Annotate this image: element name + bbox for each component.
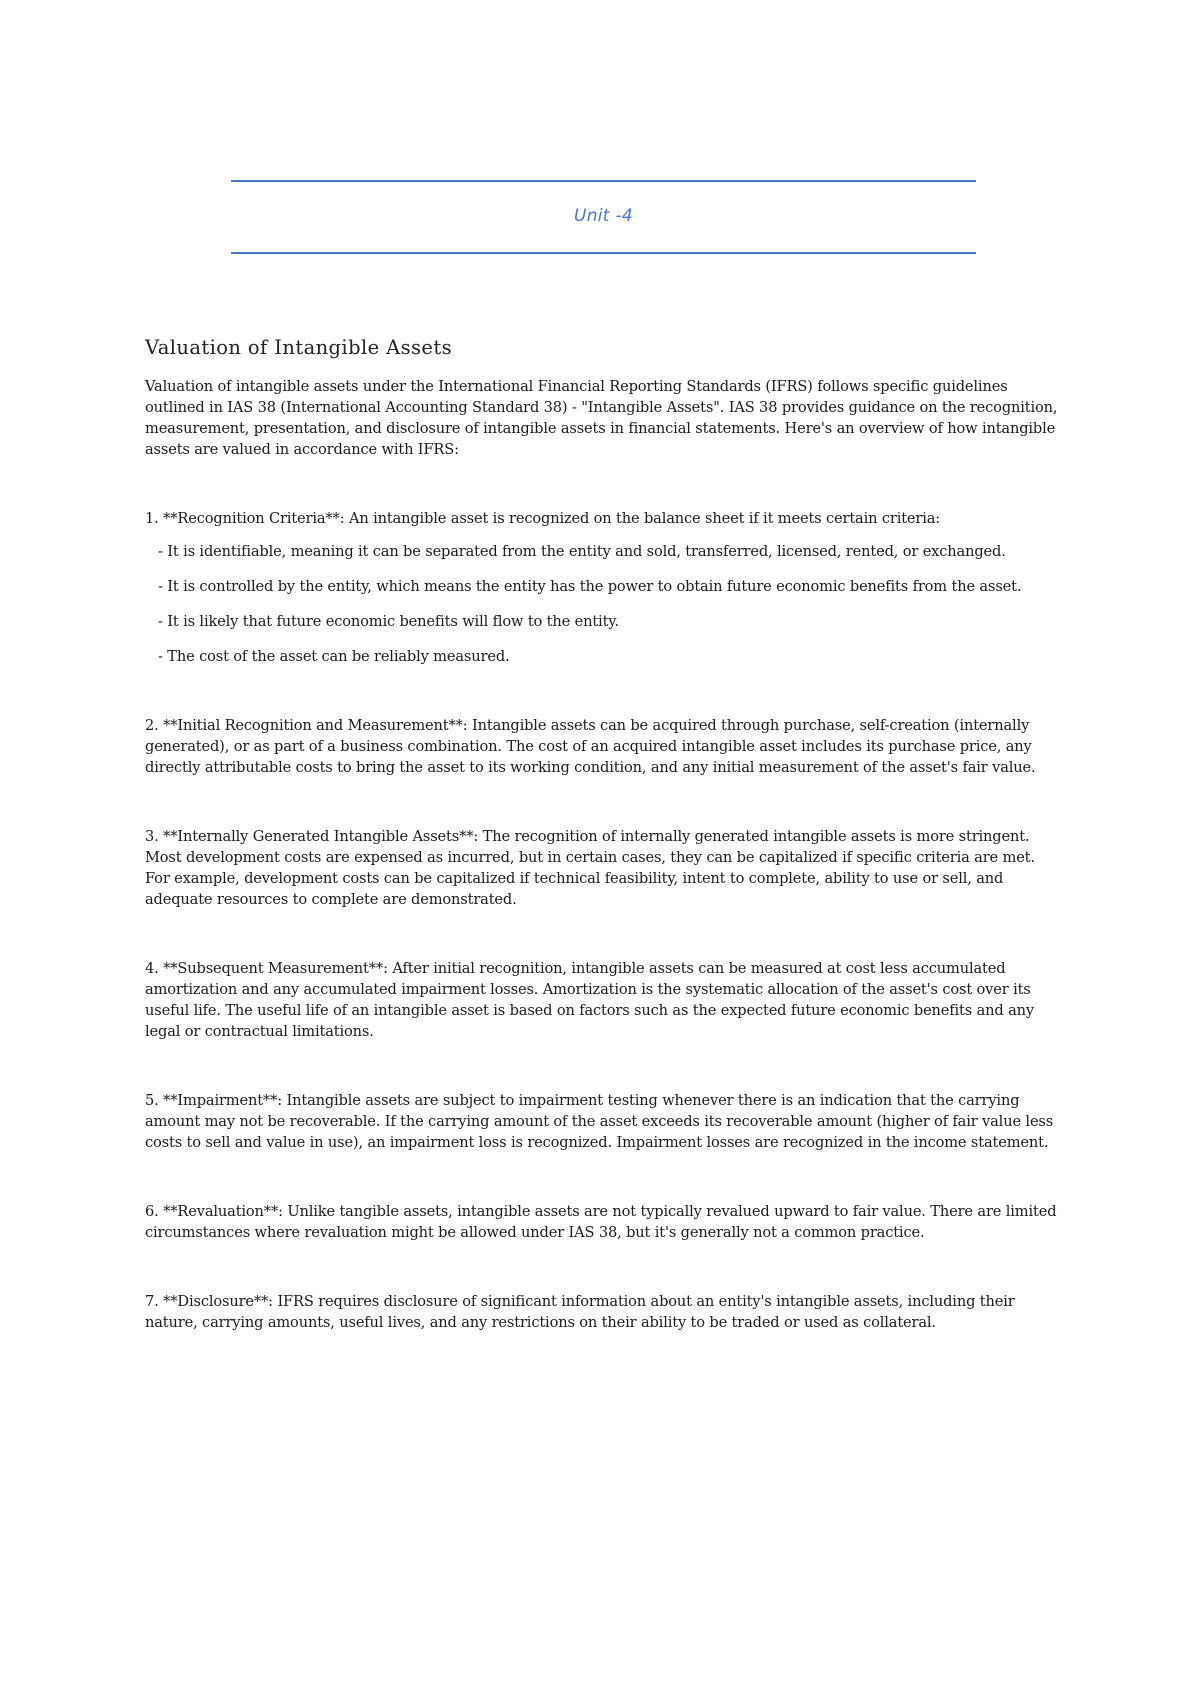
criterion-future-benefits: - It is likely that future economic benefits will flow to the entity. [158, 613, 619, 630]
intro-paragraph: Valuation of intangible assets under the International Financial Reporting Standards (IFRS) follows specific guidelines outlined in IAS 38 (International Accounting Standard 38) - "Intangible Assets". IAS 38 provides guidance on the recognition, measurement, presentation, and disclosure of intangible assets in financial statements. Here's an overview of how intangible assets are valued in accordance with IFRS: [145, 378, 1058, 458]
section-recognition-criteria: 1. **Recognition Criteria**: An intangible asset is recognized on the balance sheet if it meets certain criteria: [145, 510, 941, 527]
criterion-reliable-cost: - The cost of the asset can be reliably measured. [158, 648, 510, 665]
page-header [231, 180, 976, 254]
unit-label: Unit -4 [573, 206, 634, 226]
document-body [145, 336, 1060, 1381]
criterion-controlled: - It is controlled by the entity, which means the entity has the power to obtain future economic benefits from the asset. [158, 578, 1022, 595]
header-top-rule [231, 180, 976, 182]
header-bottom-rule [231, 252, 976, 254]
section-subsequent-measurement: 4. **Subsequent Measurement**: After initial recognition, intangible assets can be measured at cost less accumulated amortization and any accumulated impairment losses. Amortization is the systematic allocation of the asset's cost over its useful life. The useful life of an intangible asset is based on factors such as the expected future economic benefits and any legal or contractual limitations. [145, 960, 1034, 1040]
section-internally-generated: 3. **Internally Generated Intangible Assets**: The recognition of internally generated intangible assets is more stringent. Most development costs are expensed as incurred, but in certain cases, they can be capitalized if specific criteria are met. For example, development costs can be capitalized if technical feasibility, intent to complete, ability to use or sell, and adequate resources to complete are demonstrated. [145, 828, 1035, 908]
section-initial-recognition: 2. **Initial Recognition and Measurement**: Intangible assets can be acquired through purchase, self-creation (internally generated), or as part of a business combination. The cost of an acquired intangible asset includes its purchase price, any directly attributable costs to bring the asset to its working condition, and any initial measurement of the asset's fair value. [145, 717, 1036, 776]
document-title: Valuation of Intangible Assets [145, 336, 453, 359]
criterion-identifiable: - It is identifiable, meaning it can be separated from the entity and sold, transferred, licensed, rented, or exchanged. [158, 543, 1006, 560]
section-disclosure: 7. **Disclosure**: IFRS requires disclosure of significant information about an entity's intangible assets, including their nature, carrying amounts, useful lives, and any restrictions on their ability to be traded or used as collateral. [145, 1293, 1015, 1331]
section-impairment: 5. **Impairment**: Intangible assets are subject to impairment testing whenever there is an indication that the carrying amount may not be recoverable. If the carrying amount of the asset exceeds its recoverable amount (higher of fair value less costs to sell and value in use), an impairment loss is recognized. Impairment losses are recognized in the income statement. [145, 1092, 1054, 1151]
section-revaluation: 6. **Revaluation**: Unlike tangible assets, intangible assets are not typically revalued upward to fair value. There are limited circumstances where revaluation might be allowed under IAS 38, but it's generally not a common practice. [145, 1203, 1057, 1241]
